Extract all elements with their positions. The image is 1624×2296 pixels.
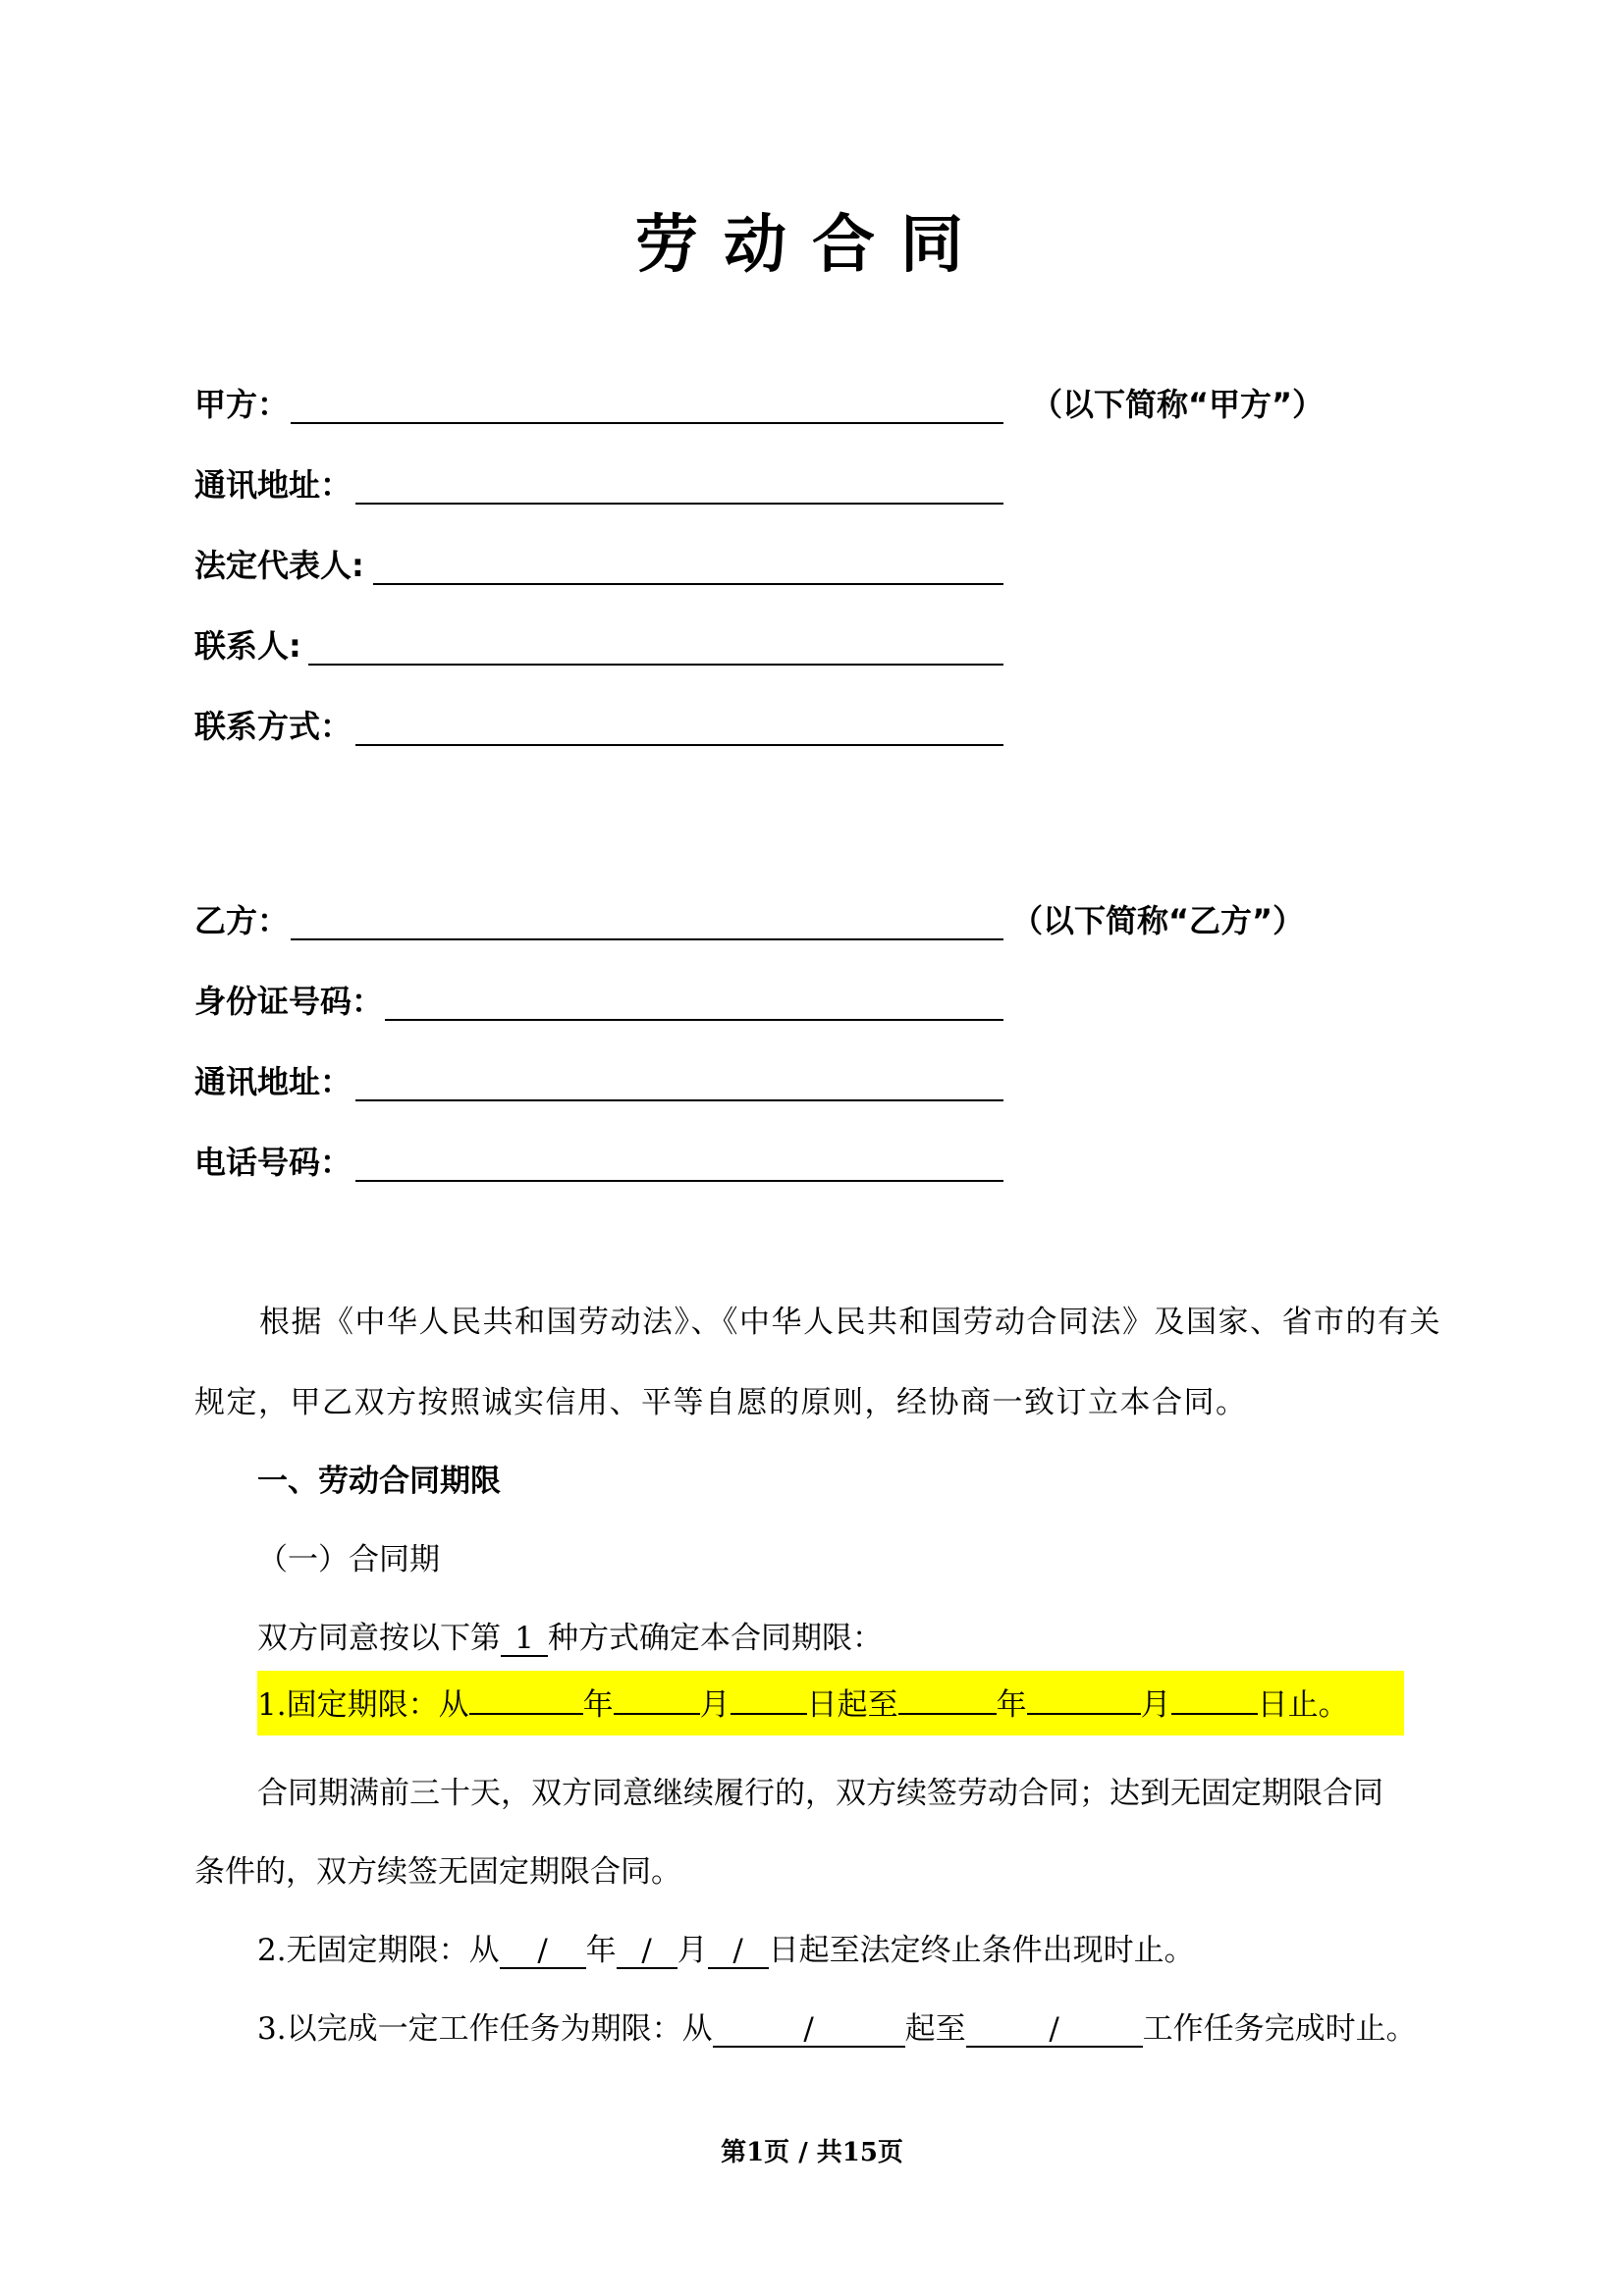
option-1-fixed-term <box>257 1684 1349 1726</box>
party-b-phone-label: 电话号码： <box>194 1144 352 1181</box>
option-2-start-month[interactable]: / <box>617 1934 677 1969</box>
party-a-contact-field <box>194 614 1078 673</box>
option-1-start-year[interactable] <box>469 1713 583 1715</box>
party-a-label: 甲方： <box>194 386 290 423</box>
subsection-1-heading: （一）合同期 <box>257 1542 440 1577</box>
option-1-start-month[interactable] <box>614 1713 700 1715</box>
party-b-phone-input-line[interactable] <box>355 1180 1003 1182</box>
agree-method-value[interactable]: 1 <box>501 1622 548 1657</box>
option-1-year-label: 年 <box>582 1687 614 1723</box>
party-a-field <box>194 373 1373 432</box>
option-1-prefix: 1.固定期限：从 <box>257 1687 469 1723</box>
option-2-open-term <box>257 1930 1195 1971</box>
party-a-contact-label: 联系人: <box>194 627 301 665</box>
page-number: 第1页 / 共15页 <box>721 2138 903 2167</box>
intro-line-2: 规定，甲乙双方按照诚实信用、平等自愿的原则，经协商一致订立本合同。 <box>194 1385 1248 1420</box>
option-1-start-day[interactable] <box>731 1713 807 1715</box>
renew-line-1: 合同期满前三十天，双方同意继续履行的，双方续签劳动合同；达到无固定期限合同 <box>257 1776 1383 1811</box>
party-b-id-label: 身份证号码： <box>194 983 384 1020</box>
party-a-contact-method-label: 联系方式： <box>194 708 352 745</box>
party-a-legal-rep-label: 法定代表人: <box>194 547 364 584</box>
party-b-id-input-line[interactable] <box>385 1019 1003 1021</box>
party-b-address-label: 通讯地址： <box>194 1063 352 1100</box>
page-title: 劳动合同 <box>635 209 989 282</box>
option-1-end-month-label: 月 <box>1140 1687 1171 1723</box>
party-b-address-input-line[interactable] <box>355 1099 1003 1101</box>
party-a-contact-method-input-line[interactable] <box>355 744 1003 746</box>
option-1-end-month[interactable] <box>1027 1713 1141 1715</box>
option-2-start-day[interactable]: / <box>708 1934 769 1969</box>
option-1-end-day-label: 日止。 <box>1257 1687 1349 1723</box>
party-a-address-field <box>194 454 1078 512</box>
party-a-contact-input-line[interactable] <box>308 664 1003 666</box>
party-a-contact-method-field <box>194 695 1078 754</box>
agree-line <box>257 1618 883 1659</box>
option-2-day-label: 日起至法定终止条件出现时止。 <box>768 1933 1195 1968</box>
option-3-suffix: 工作任务完成时止。 <box>1142 2011 1417 2047</box>
option-3-mid: 起至 <box>904 2011 966 2047</box>
option-2-month-label: 月 <box>677 1933 708 1968</box>
option-3-task-term <box>257 2008 1417 2050</box>
option-2-prefix: 2.无固定期限：从 <box>257 1933 500 1968</box>
party-b-note: （以下简称“乙方”） <box>1011 902 1305 939</box>
agree-suffix: 种方式确定本合同期限： <box>548 1621 883 1656</box>
option-3-end[interactable]: / <box>966 2012 1143 2048</box>
party-a-legal-rep-input-line[interactable] <box>373 583 1003 585</box>
section-1-heading: 一、劳动合同期限 <box>257 1464 501 1499</box>
party-b-phone-field <box>194 1131 1078 1190</box>
option-2-start-year[interactable]: / <box>500 1934 586 1969</box>
party-a-note: （以下简称“甲方”） <box>1031 386 1325 423</box>
party-b-input-line[interactable] <box>291 938 1003 940</box>
party-a-legal-rep-field <box>194 534 1078 593</box>
party-b-label: 乙方： <box>194 902 290 939</box>
party-a-address-input-line[interactable] <box>355 503 1003 505</box>
agree-prefix: 双方同意按以下第 <box>257 1621 501 1656</box>
renew-line-2: 条件的，双方续签无固定期限合同。 <box>194 1854 681 1890</box>
party-a-input-line[interactable] <box>291 422 1003 424</box>
party-a-address-label: 通讯地址： <box>194 466 352 504</box>
option-1-day-label: 日起至 <box>806 1687 898 1723</box>
party-b-field <box>194 889 1373 948</box>
option-3-start[interactable]: / <box>713 2012 905 2048</box>
party-b-id-field <box>194 970 1078 1029</box>
option-2-year-label: 年 <box>585 1933 617 1968</box>
party-b-address-field <box>194 1050 1078 1109</box>
option-1-end-year[interactable] <box>898 1713 997 1715</box>
option-1-end-day[interactable] <box>1171 1713 1258 1715</box>
option-3-prefix: 3.以完成一定工作任务为期限：从 <box>257 2011 713 2047</box>
option-1-end-year-label: 年 <box>996 1687 1027 1723</box>
option-1-month-label: 月 <box>699 1687 731 1723</box>
intro-line-1: 根据《中华人民共和国劳动法》、《中华人民共和国劳动合同法》及国家、省市的有关 <box>259 1305 1441 1340</box>
